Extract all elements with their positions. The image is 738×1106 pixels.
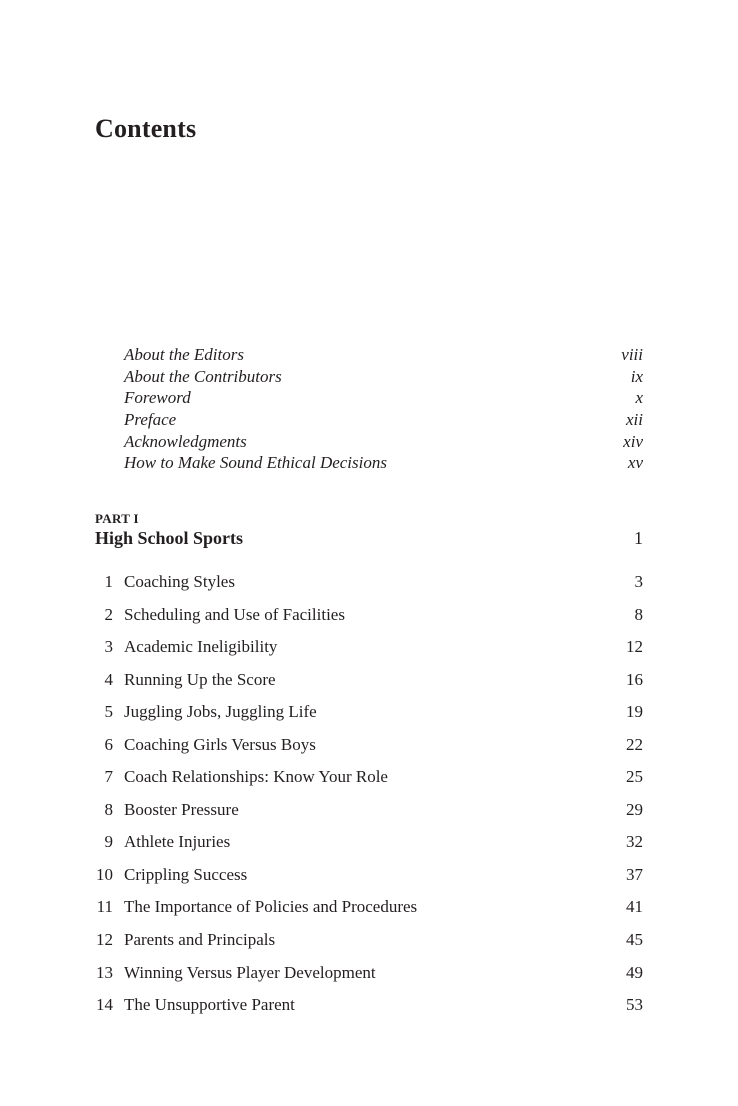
front-matter-item <box>124 409 643 431</box>
chapter-title: Parents and Principals <box>124 930 276 950</box>
chapter-number: 8 <box>104 799 113 819</box>
chapter-item <box>95 830 643 863</box>
chapter-number: 5 <box>104 702 113 722</box>
part-page: 1 <box>634 528 643 548</box>
front-matter-page: xiv <box>623 431 643 451</box>
chapter-page: 3 <box>634 572 643 591</box>
chapter-item <box>95 928 643 961</box>
chapter-page: 25 <box>626 767 643 787</box>
chapter-title: Athlete Injuries <box>124 832 231 852</box>
chapter-title: Running Up the Score <box>124 669 276 689</box>
chapter-page: 19 <box>626 702 643 722</box>
front-matter-page: viii <box>621 345 643 364</box>
part-heading <box>95 527 643 549</box>
front-matter-page: x <box>635 388 643 408</box>
front-matter-title: About the Contributors <box>124 366 282 386</box>
chapter-title: Booster Pressure <box>124 799 239 819</box>
front-matter-list <box>124 344 643 474</box>
chapter-number: 9 <box>104 832 113 852</box>
chapter-item <box>95 863 643 896</box>
chapter-title: Coach Relationships: Know Your Role <box>124 767 388 787</box>
chapter-item <box>95 733 643 766</box>
chapter-number: 12 <box>96 930 113 950</box>
chapter-item <box>95 765 643 798</box>
chapter-page: 22 <box>626 734 643 754</box>
chapter-item <box>95 961 643 994</box>
chapter-title: The Importance of Policies and Procedures <box>124 897 418 917</box>
chapter-number: 4 <box>104 669 113 689</box>
chapter-number: 1 <box>104 572 113 591</box>
chapter-page: 37 <box>626 864 643 884</box>
chapter-item <box>95 895 643 928</box>
chapter-title: Coaching Styles <box>124 572 235 591</box>
chapter-number: 7 <box>104 767 113 787</box>
chapter-item <box>95 993 643 1026</box>
chapter-number: 13 <box>96 962 113 982</box>
front-matter-item <box>124 387 643 409</box>
chapter-item <box>95 635 643 668</box>
chapter-number: 6 <box>104 734 113 754</box>
chapter-number: 11 <box>96 897 113 917</box>
front-matter-title: How to Make Sound Ethical Decisions <box>124 453 387 473</box>
chapter-page: 29 <box>626 799 643 819</box>
part-label: PART I <box>95 511 139 526</box>
chapter-title: Scheduling and Use of Facilities <box>124 604 345 624</box>
front-matter-item <box>124 431 643 453</box>
chapter-title: Coaching Girls Versus Boys <box>124 734 316 754</box>
chapter-title: Winning Versus Player Development <box>124 962 376 982</box>
front-matter-item <box>124 452 643 474</box>
front-matter-item <box>124 344 643 366</box>
front-matter-page: xv <box>627 453 643 473</box>
chapter-page: 8 <box>634 604 643 624</box>
part-title: High School Sports <box>95 528 244 548</box>
chapter-item <box>95 798 643 831</box>
chapter-number: 10 <box>96 864 113 884</box>
chapter-title: The Unsupportive Parent <box>124 995 295 1015</box>
chapter-page: 41 <box>626 897 643 917</box>
front-matter-page: ix <box>630 366 643 386</box>
chapter-title: Juggling Jobs, Juggling Life <box>124 702 317 722</box>
chapter-page: 12 <box>626 637 643 657</box>
chapter-number: 2 <box>104 604 113 624</box>
chapter-item <box>95 668 643 701</box>
chapter-page: 16 <box>626 669 643 689</box>
chapter-item <box>95 570 643 603</box>
front-matter-title: Foreword <box>124 388 191 408</box>
chapter-page: 53 <box>626 995 643 1015</box>
chapter-item <box>95 603 643 636</box>
chapter-title: Academic Ineligibility <box>124 637 278 657</box>
chapter-number: 14 <box>96 995 113 1015</box>
page-title: Contents <box>95 114 197 143</box>
chapter-number: 3 <box>104 637 113 657</box>
chapter-item <box>95 700 643 733</box>
chapter-page: 49 <box>626 962 643 982</box>
chapter-list <box>95 570 643 1026</box>
front-matter-title: Preface <box>124 410 177 430</box>
chapter-page: 45 <box>626 930 643 950</box>
chapter-page: 32 <box>626 832 643 852</box>
front-matter-title: Acknowledgments <box>124 431 247 451</box>
chapter-title: Crippling Success <box>124 864 248 884</box>
front-matter-page: xii <box>626 410 643 430</box>
front-matter-title: About the Editors <box>124 345 244 364</box>
front-matter-item <box>124 366 643 388</box>
